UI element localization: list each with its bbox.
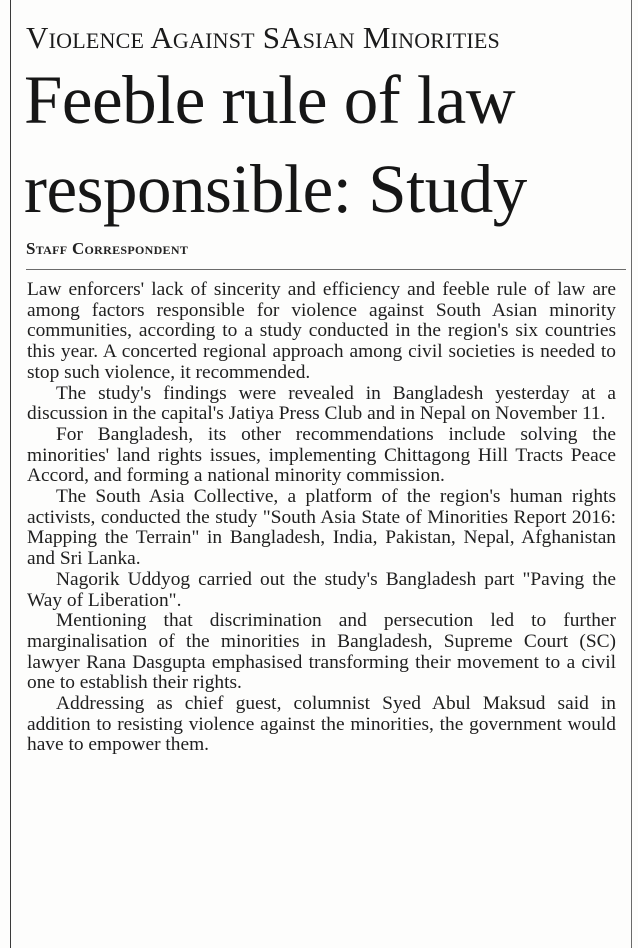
left-column-rule (10, 0, 11, 948)
article-paragraph: For Bangladesh, its other recommendations include solving the minorities' land rights issues, implementing Chittagong Hill Tracts Peace Accord, and forming a national minority commission. (27, 423, 616, 487)
article-paragraph: The study's findings were revealed in Bangladesh yesterday at a discussion in the capital's Jatiya Press Club and in Nepal on November 11. (27, 382, 616, 425)
article-paragraph: Mentioning that discrimination and persecution led to further marginalisation of the minorities in Bangladesh, Supreme Court (SC) lawyer Rana Dasgupta emphasised transforming their movement to a civil one to establish their rights. (27, 610, 616, 694)
byline: Staff Correspondent (26, 239, 189, 258)
article-paragraph: Nagorik Uddyog carried out the study's Bangladesh part "Paving the Way of Liberation". (27, 568, 616, 611)
article-paragraph: The South Asia Collective, a platform of the region's human rights activists, conducted the study "South Asia State of Minorities Report 2016: Mapping the Terrain" in Bangladesh, India, Pakistan, Nepal, Afghanistan and Sri Lanka. (27, 486, 616, 570)
byline-divider (26, 269, 626, 270)
article-paragraph: Law enforcers' lack of sincerity and efficiency and feeble rule of law are among factors responsible for violence against South Asian minority communities, according to a study conducted in the region's six countries this year. A concerted regional approach among civil societies is needed to stop such violence, it recommended. (27, 279, 616, 383)
kicker-heading: Violence Against SAsian Minorities (26, 20, 500, 55)
article-headline: Feeble rule of law responsible: Study (24, 62, 527, 227)
article-paragraph: Addressing as chief guest, columnist Syed Abul Maksud said in addition to resisting violence against the minorities, the government would have to empower them. (27, 693, 616, 756)
right-page-edge (631, 0, 632, 948)
article-body (27, 280, 616, 756)
